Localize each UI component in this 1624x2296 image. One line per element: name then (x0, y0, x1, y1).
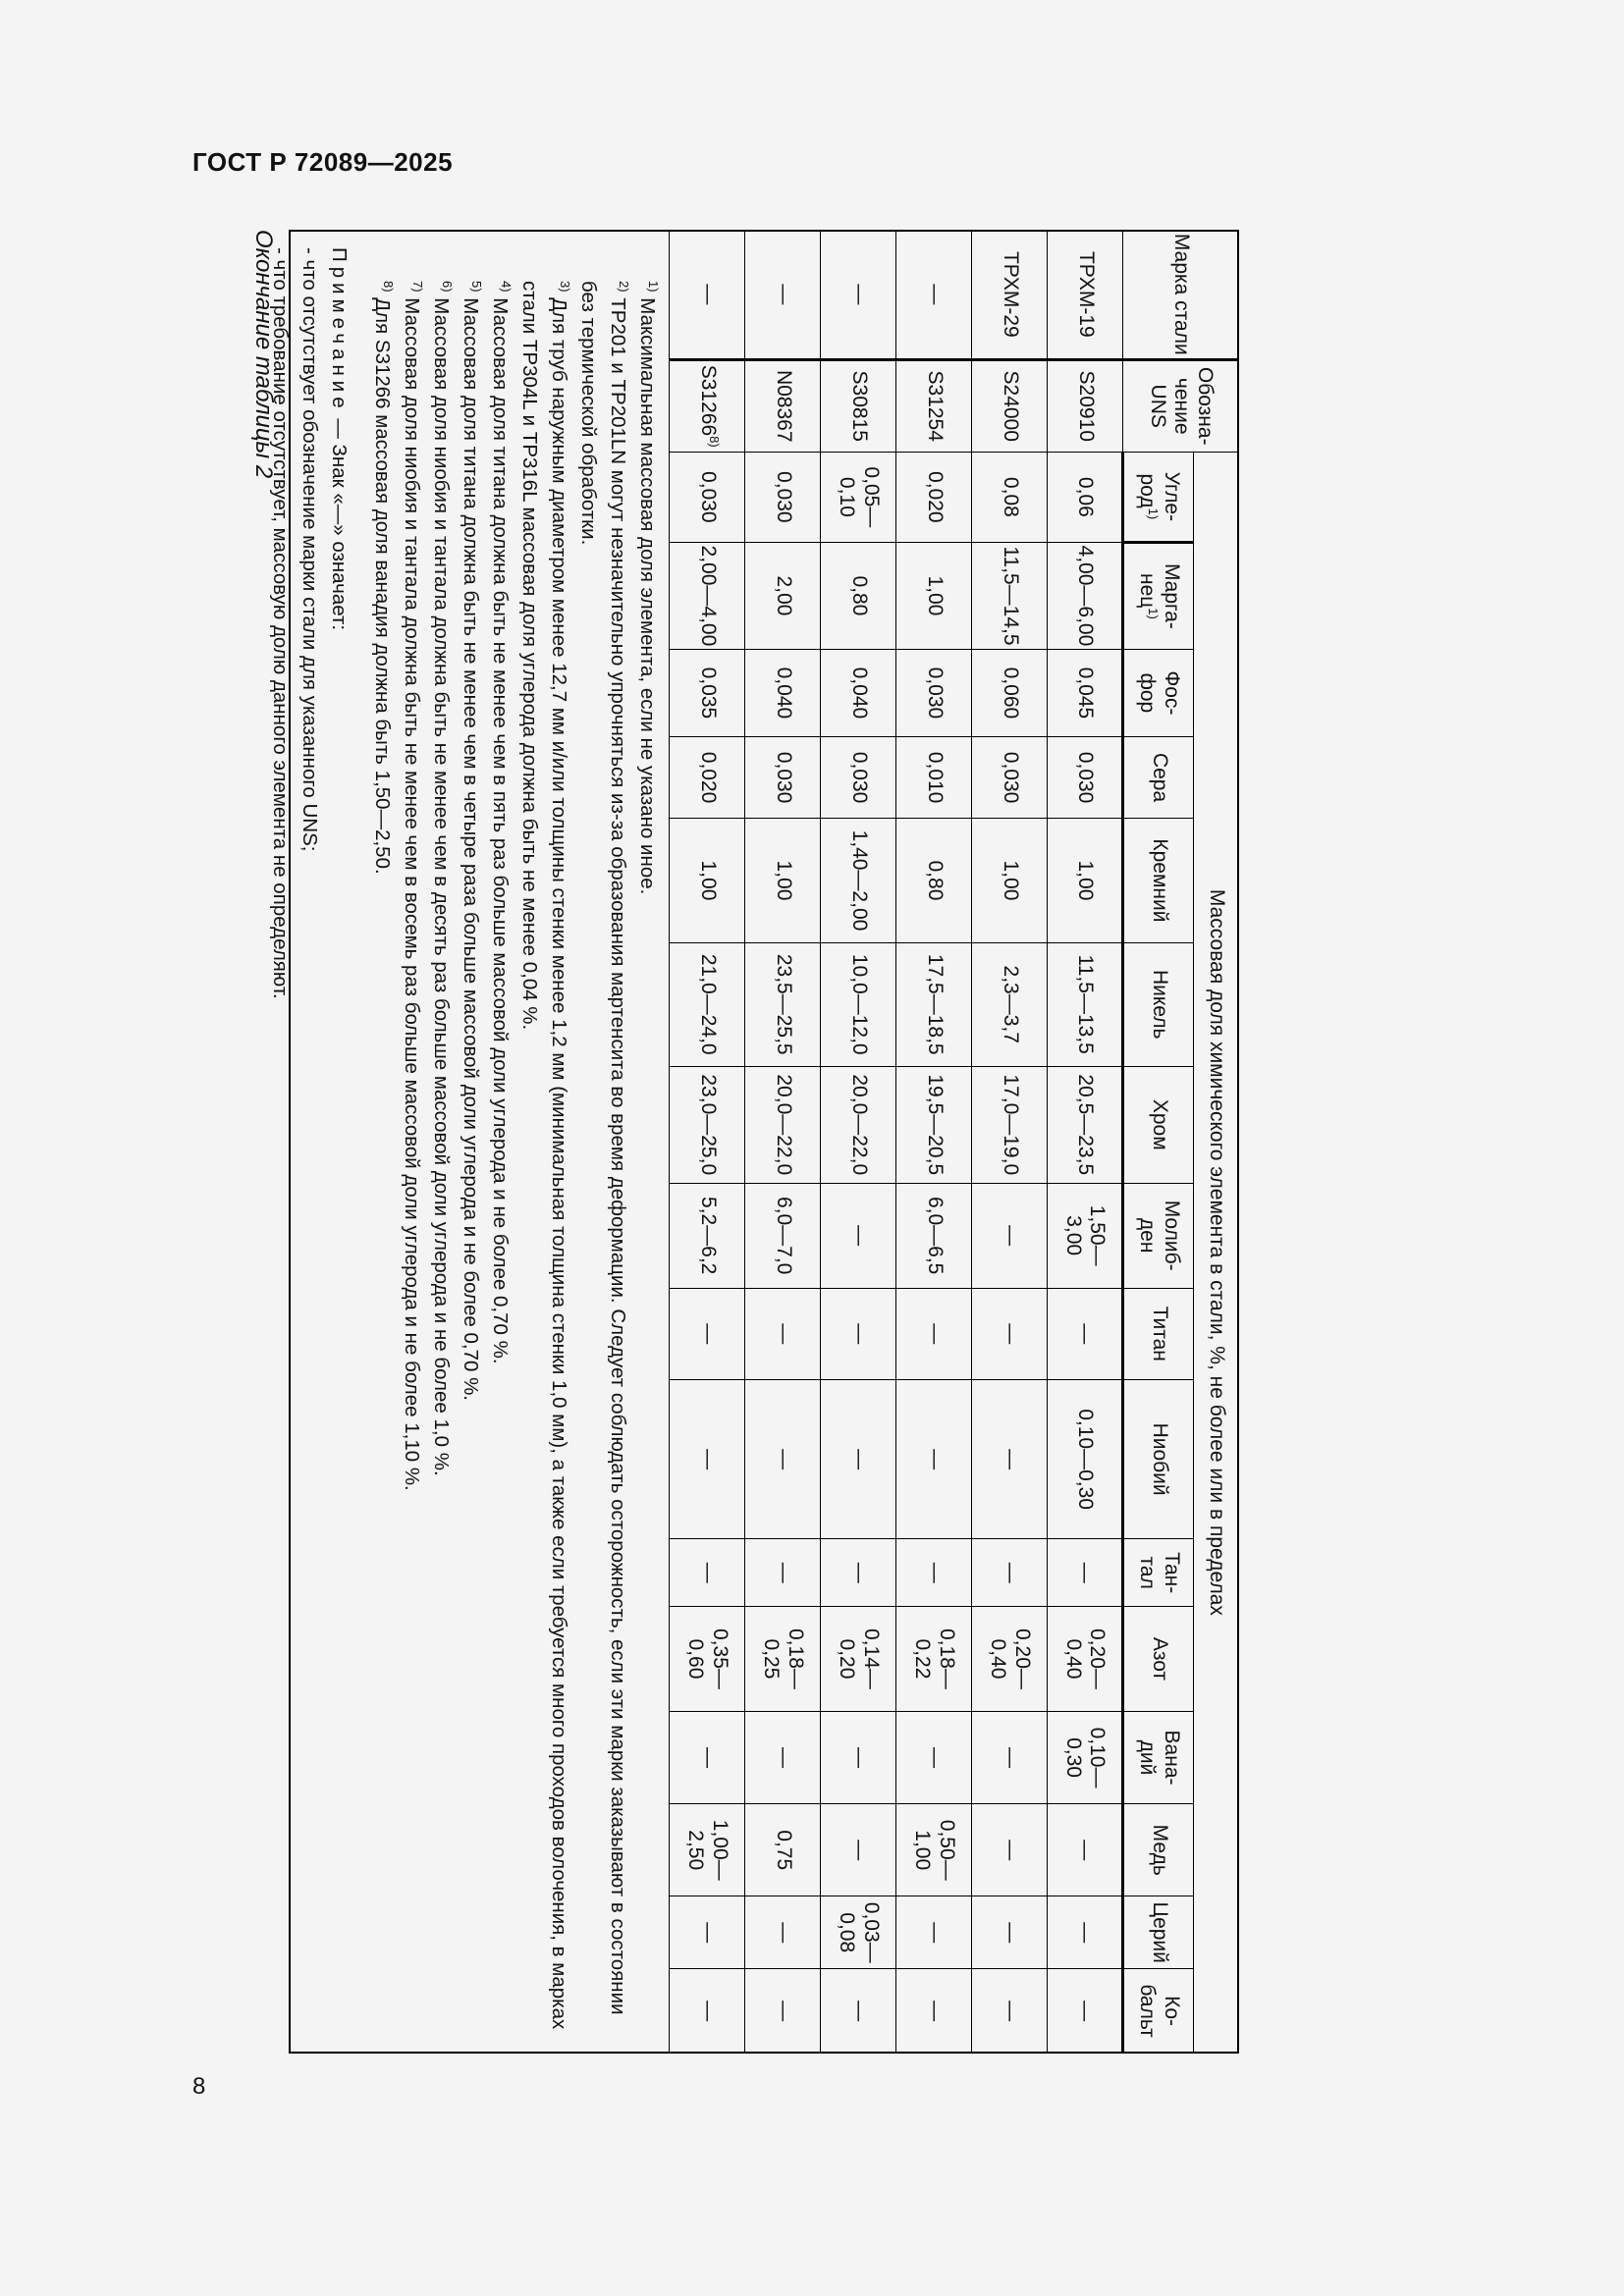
steel-grade-cell: — (821, 231, 896, 360)
value-cell: 0,80 (896, 819, 972, 942)
header-uns: Обозна-чение UNS (1123, 359, 1239, 452)
header-element-label: Титан (1148, 1306, 1171, 1362)
header-element-label: Марга-нец (1136, 562, 1183, 629)
footnote-text: ТР201 и ТР201LN могут незначительно упрочняться из-за образования мартенсита во время деформации. Следует соблюдать осторожность, если эти марки заказывают в состоянии без термической обработки. (577, 281, 629, 2015)
value-cell: — (896, 1379, 972, 1539)
value-cell: — (896, 1896, 972, 1969)
value-cell: — (745, 1896, 821, 1969)
note-item-2: - что требование отсутствует, массовую долю данного элемента не определяют. (269, 247, 292, 999)
footnote-mark: 3) (557, 281, 572, 293)
value-cell: — (896, 1539, 972, 1606)
header-element (1123, 1539, 1194, 1606)
value-cell: 0,035 (670, 650, 745, 737)
value-cell: — (972, 1969, 1048, 2054)
value-cell: 1,00 (1048, 819, 1123, 942)
footnote-mark: 1) (645, 281, 661, 293)
header-element-label: Никель (1148, 969, 1171, 1040)
header-element (1123, 1379, 1194, 1539)
value-cell: 21,0—24,0 (670, 942, 745, 1066)
value-cell: 0,010 (896, 736, 972, 818)
header-element (1123, 819, 1194, 942)
value-cell: 0,060 (972, 650, 1048, 737)
steel-grade-cell: — (745, 231, 821, 360)
table-row (670, 231, 745, 2054)
composition-table (670, 230, 1240, 2054)
table-row (745, 231, 821, 2054)
value-cell: 23,0—25,0 (670, 1066, 745, 1183)
value-cell: 1,00 (972, 819, 1048, 942)
uns-cell (972, 359, 1048, 452)
value-cell: — (972, 1711, 1048, 1803)
value-cell: — (745, 1379, 821, 1539)
footnote-text: Для труб наружным диаметром менее 12,7 мм и/или толщины стенки менее 1,2 мм (минимальная толщина стенки 1,0 мм), а также если требуется много проходов волочения, в марках стали ТР304L и ТР316L массовая доля углерода должна быть не менее 0,04 %. (518, 281, 570, 2030)
uns-cell (896, 359, 972, 452)
steel-grade-cell: ТРХМ-29 (972, 231, 1048, 360)
footnote-item (485, 247, 514, 2044)
value-cell: 1,00 (670, 819, 745, 942)
header-element-label: Ко-бальт (1136, 1984, 1183, 2038)
footnote-text: Массовая доля титана должна быть не менее чем в пять раз больше массовой доли углерода и не более 0,70 %. (489, 297, 512, 1364)
uns-cell (670, 359, 745, 452)
value-cell: — (1048, 1969, 1123, 2054)
uns-code: S31254 (923, 370, 947, 442)
footnote-item (426, 247, 456, 2044)
footnote-item (632, 247, 662, 2044)
uns-cell (1048, 359, 1123, 452)
footnote-ref: 8) (706, 436, 722, 448)
uns-code: S20910 (1074, 370, 1098, 442)
header-element (1123, 1969, 1194, 2054)
footnote-mark: 4) (498, 281, 514, 293)
footnote-item (367, 247, 397, 2044)
header-element (1123, 542, 1194, 649)
header-element-label: Азот (1148, 1636, 1171, 1682)
steel-grade-cell: — (670, 231, 745, 360)
value-cell: 5,2—6,2 (670, 1183, 745, 1288)
document-header: ГОСТ Р 72089—2025 (192, 147, 454, 177)
footnote-mark: 5) (468, 281, 484, 293)
footnote-text: Массовая доля ниобия и тантала должна быть не менее чем в десять раз больше массовой доли углерода и не более 1,0 %. (430, 297, 453, 1476)
uns-code: S24000 (999, 370, 1022, 442)
value-cell: 0,75 (745, 1804, 821, 1896)
header-element-label: Угле-род (1136, 471, 1183, 522)
value-cell: 6,0—7,0 (745, 1183, 821, 1288)
value-cell: 4,00—6,00 (1048, 542, 1123, 649)
value-cell: 1,40—2,00 (821, 819, 896, 942)
header-element (1123, 1183, 1194, 1288)
rotated-table-block (250, 230, 1239, 2056)
footnote-item (456, 247, 485, 2044)
page-number: 8 (192, 2073, 206, 2100)
value-cell: — (972, 1288, 1048, 1379)
header-element (1123, 1804, 1194, 1896)
note-paragraph (324, 247, 353, 2044)
value-cell: 1,00—2,50 (670, 1804, 745, 1896)
uns-cell (821, 359, 896, 452)
value-cell: — (821, 1379, 896, 1539)
note-label: Примечание (328, 247, 351, 413)
value-cell: — (670, 1711, 745, 1803)
value-cell: 0,030 (896, 650, 972, 737)
footnote-item (514, 247, 573, 2044)
value-cell: 0,030 (821, 736, 896, 818)
header-element-label: Ниобий (1148, 1422, 1171, 1496)
note-item-1: - что отсутствует обозначение марки стали для указанного UNS; (298, 247, 321, 852)
value-cell: 0,030 (972, 736, 1048, 818)
header-steel-grade: Марка стали (1123, 231, 1239, 360)
table-caption: Окончание таблицы 2 (250, 230, 277, 479)
value-cell: 1,00 (896, 542, 972, 649)
header-element-label: Вана-дий (1136, 1730, 1183, 1786)
footnotes (265, 247, 662, 2044)
header-element-label: Тан-тал (1136, 1552, 1183, 1594)
value-cell: 19,5—20,5 (896, 1066, 972, 1183)
header-element-label: Сера (1148, 752, 1171, 803)
value-cell: 20,0—22,0 (821, 1066, 896, 1183)
footnote-mark: 8) (380, 281, 396, 293)
value-cell: — (972, 1896, 1048, 1969)
uns-cell (745, 359, 821, 452)
footnote-text: Массовая доля титана должна быть не менее чем в четыре раза больше массовой доли углерода и не более 0,70 %. (460, 297, 482, 1401)
value-cell: — (670, 1288, 745, 1379)
value-cell: 0,020 (896, 452, 972, 542)
footnote-ref: 1) (1146, 608, 1162, 619)
value-cell: — (670, 1896, 745, 1969)
footnote-item (397, 247, 426, 2044)
value-cell: — (1048, 1288, 1123, 1379)
value-cell: 0,045 (1048, 650, 1123, 737)
header-element-label: Хром (1148, 1098, 1171, 1150)
value-cell: — (821, 1183, 896, 1288)
value-cell: 11,5—13,5 (1048, 942, 1123, 1066)
value-cell: 0,020 (670, 736, 745, 818)
header-element-label: Медь (1148, 1824, 1171, 1876)
header-element (1123, 1606, 1194, 1711)
value-cell: — (745, 1969, 821, 2054)
value-cell: 0,05—0,10 (821, 452, 896, 542)
value-cell: 0,030 (745, 736, 821, 818)
value-cell: — (670, 1379, 745, 1539)
value-cell: — (896, 1288, 972, 1379)
header-element (1123, 452, 1194, 542)
footnote-text: Для S31266 массовая доля ванадия должна быть 1,50—2,50. (371, 297, 394, 875)
value-cell: 0,08 (972, 452, 1048, 542)
value-cell: — (821, 1711, 896, 1803)
value-cell: — (896, 1969, 972, 2054)
header-element (1123, 942, 1194, 1066)
value-cell: 20,0—22,0 (745, 1066, 821, 1183)
value-cell: — (670, 1539, 745, 1606)
table-row (1048, 231, 1123, 2054)
value-cell: 0,20—0,40 (1048, 1606, 1123, 1711)
header-element (1123, 1288, 1194, 1379)
value-cell: 0,03—0,08 (821, 1896, 896, 1969)
header-band-title: Массовая доля химического элемента в стали, %, не более или в пределах (1194, 452, 1239, 2053)
header-element (1123, 1066, 1194, 1183)
value-cell: — (972, 1804, 1048, 1896)
footnote-mark: 6) (439, 281, 455, 293)
header-element (1123, 1896, 1194, 1969)
table-row (821, 231, 896, 2054)
footnote-mark: 7) (409, 281, 425, 293)
footnote-mark: 2) (616, 281, 631, 293)
value-cell: — (821, 1804, 896, 1896)
steel-grade-cell: — (896, 231, 972, 360)
value-cell: — (821, 1969, 896, 2054)
value-cell: 17,5—18,5 (896, 942, 972, 1066)
note-intro: — Знак «—» означает: (328, 412, 351, 631)
value-cell: — (896, 1711, 972, 1803)
value-cell: 0,14—0,20 (821, 1606, 896, 1711)
value-cell: 10,0—12,0 (821, 942, 896, 1066)
value-cell: 0,18—0,22 (896, 1606, 972, 1711)
value-cell: 20,5—23,5 (1048, 1066, 1123, 1183)
header-element-label: Церий (1148, 1901, 1171, 1963)
value-cell: 17,0—19,0 (972, 1066, 1048, 1183)
value-cell: — (1048, 1896, 1123, 1969)
value-cell: 2,3—3,7 (972, 942, 1048, 1066)
uns-code: S30815 (847, 370, 871, 442)
uns-code: S31266 (696, 364, 720, 437)
value-cell: 0,20—0,40 (972, 1606, 1048, 1711)
value-cell: 0,040 (745, 650, 821, 737)
value-cell: 0,040 (821, 650, 896, 737)
value-cell: 0,06 (1048, 452, 1123, 542)
header-element-label: Молиб-ден (1136, 1200, 1183, 1271)
footnote-text: Массовая доля ниобия и тантала должна быть не менее чем в восемь раз больше массовой доли углерода и не более 1,10 %. (401, 297, 423, 1491)
value-cell: — (745, 1539, 821, 1606)
value-cell: 23,5—25,5 (745, 942, 821, 1066)
value-cell: — (745, 1288, 821, 1379)
value-cell: — (821, 1288, 896, 1379)
header-element-label: Фос-фор (1136, 670, 1183, 716)
value-cell: 11,5—14,5 (972, 542, 1048, 649)
value-cell: — (670, 1969, 745, 2054)
value-cell: — (745, 1711, 821, 1803)
uns-code: N08367 (772, 369, 795, 443)
value-cell: 0,030 (670, 452, 745, 542)
footnote-ref: 1) (1146, 507, 1162, 520)
header-element-label: Кремний (1148, 838, 1171, 923)
footnote-item (573, 247, 632, 2044)
steel-grade-cell: ТРХМ-19 (1048, 231, 1123, 360)
value-cell: 1,00 (745, 819, 821, 942)
value-cell: — (972, 1539, 1048, 1606)
header-element (1123, 650, 1194, 737)
table-row (896, 231, 972, 2054)
value-cell: 2,00—4,00 (670, 542, 745, 649)
value-cell: — (972, 1379, 1048, 1539)
footnote-text: Максимальная массовая доля элемента, если не указано иное. (636, 297, 659, 895)
header-element (1123, 736, 1194, 818)
value-cell: 2,00 (745, 542, 821, 649)
value-cell: 0,030 (745, 452, 821, 542)
value-cell: — (1048, 1804, 1123, 1896)
header-element (1123, 1711, 1194, 1803)
value-cell: 0,35—0,60 (670, 1606, 745, 1711)
value-cell: 0,030 (1048, 736, 1123, 818)
value-cell: 0,50—1,00 (896, 1804, 972, 1896)
value-cell: — (821, 1539, 896, 1606)
value-cell: 0,18—0,25 (745, 1606, 821, 1711)
value-cell: — (972, 1183, 1048, 1288)
value-cell: 1,50—3,00 (1048, 1183, 1123, 1288)
value-cell: 6,0—6,5 (896, 1183, 972, 1288)
value-cell: 0,10—0,30 (1048, 1379, 1123, 1539)
value-cell: 0,80 (821, 542, 896, 649)
value-cell: — (1048, 1539, 1123, 1606)
value-cell: 0,10—0,30 (1048, 1711, 1123, 1803)
table-row (972, 231, 1048, 2054)
